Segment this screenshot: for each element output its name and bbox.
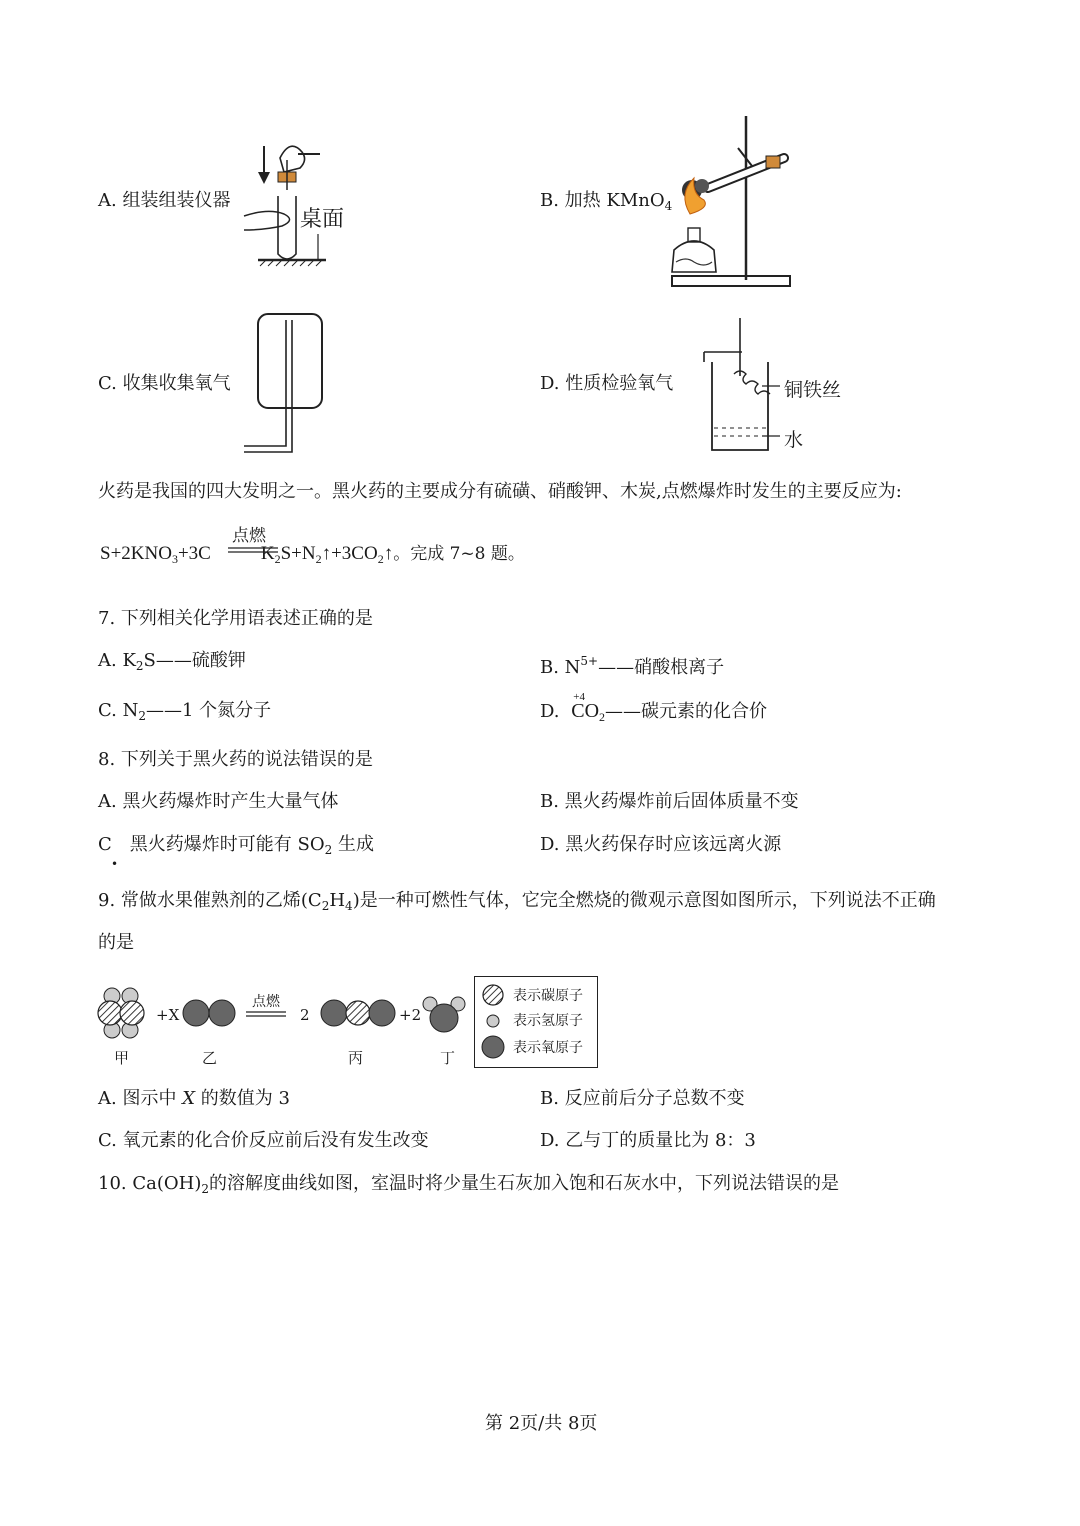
diagram-condition: 点燃	[252, 994, 280, 1010]
diagram-legend	[474, 976, 598, 1068]
q8-option-a: A. 黑火药爆炸时产生大量气体	[98, 791, 339, 812]
plus-x: +X	[156, 1006, 180, 1024]
q9-option-b: B. 反应前后分子总数不变	[540, 1088, 745, 1109]
oxygen-molecule	[183, 1000, 235, 1026]
q8-option-d: D. 黑火药保存时应该远离火源	[540, 834, 782, 855]
name-ding: 丁	[440, 1049, 456, 1067]
q9-stem-line1: 9. 常做水果催熟剂的乙烯$(C_2H_4)$是一种可燃性气体，它完全燃烧的微观示意图如图所示，下列说法不正确	[98, 890, 936, 913]
desk-annotation: 桌面	[300, 207, 345, 232]
plus-2: +2	[399, 1006, 422, 1024]
q9-stem-line2: 的是	[98, 932, 134, 953]
wire-annotation: 铜铁丝	[784, 379, 842, 401]
equation-tail: 。完成 7~8 题。	[393, 544, 525, 564]
collect-oxygen-figure	[240, 312, 324, 458]
water-annotation: 水	[784, 429, 804, 451]
ethylene-molecule	[98, 988, 144, 1038]
q8-stem: 8. 下列关于黑火药的说法错误的是	[98, 749, 373, 770]
name-bing: 丙	[348, 1049, 364, 1067]
carbon-legend-icon	[483, 985, 503, 1005]
carbon-dioxide-molecule	[321, 1000, 395, 1026]
q7-option-d: D. +4 $CO_2——$碳元素的化合价	[540, 691, 768, 724]
q9-option-a: A. 图示中 X 的数值为 3	[98, 1088, 290, 1109]
option-d-label: D. 性质检验氧气	[540, 373, 674, 394]
name-yi: 乙	[202, 1049, 218, 1067]
q9-option-d: D. 乙与丁的质量比为 8：3	[540, 1130, 756, 1151]
q8-option-b: B. 黑火药爆炸前后固体质量不变	[540, 791, 799, 812]
oxygen-legend-icon	[482, 1036, 504, 1058]
page-footer: 第 2页/共 8页	[485, 1413, 598, 1434]
name-jia: 甲	[114, 1049, 130, 1067]
equation-condition: 点燃	[232, 526, 266, 546]
q7-option-c: C. $N_2——1$ 个氮分子	[98, 700, 272, 723]
q7-stem: 7. 下列相关化学用语表述正确的是	[98, 608, 373, 629]
water-molecule	[423, 997, 465, 1032]
q8-option-c: C 黑火药爆炸时可能有 $SO_2$ 生成	[98, 834, 374, 857]
option-b-label: B. 加热 KMnO$_4$	[540, 190, 673, 213]
hydrogen-legend-icon	[487, 1015, 499, 1027]
q9-option-c: C. 氧元素的化合价反应前后没有发生改变	[98, 1130, 429, 1151]
option-c-label: C. 收集收集氧气	[98, 373, 231, 394]
option-a-label: A. 组装组装仪器	[98, 190, 231, 211]
legend-hydrogen: 表示氢原子	[513, 1013, 583, 1029]
assemble-apparatus-figure	[238, 130, 338, 270]
reaction-equation: $S+2KNO_3+3C$ $K_2S+N_2↑+3CO_2↑$。完成 7~8 题。	[100, 543, 525, 566]
q7-option-a: A. $K_2S——$硫酸钾	[98, 650, 246, 673]
q10-stem: 10. $Ca(OH)_2$的溶解度曲线如图，室温时将少量生石灰加入饱和石灰水中，下列说法错误的是	[98, 1173, 839, 1196]
intro-text: 火药是我国的四大发明之一。黑火药的主要成分有硫磺、硝酸钾、木炭,点燃爆炸时发生的主要反应为:	[98, 481, 902, 502]
coef-2: 2	[300, 1006, 310, 1024]
equation-double-line	[228, 547, 278, 555]
legend-oxygen: 表示氧原子	[513, 1040, 583, 1056]
legend-carbon: 表示碳原子	[513, 988, 583, 1004]
q7-option-b: B. $N^{5+}——$硝酸根离子	[540, 654, 725, 678]
stray-dot: •	[111, 857, 119, 871]
oxygen-test-figure	[700, 316, 780, 456]
heat-kmno4-figure	[668, 110, 798, 290]
